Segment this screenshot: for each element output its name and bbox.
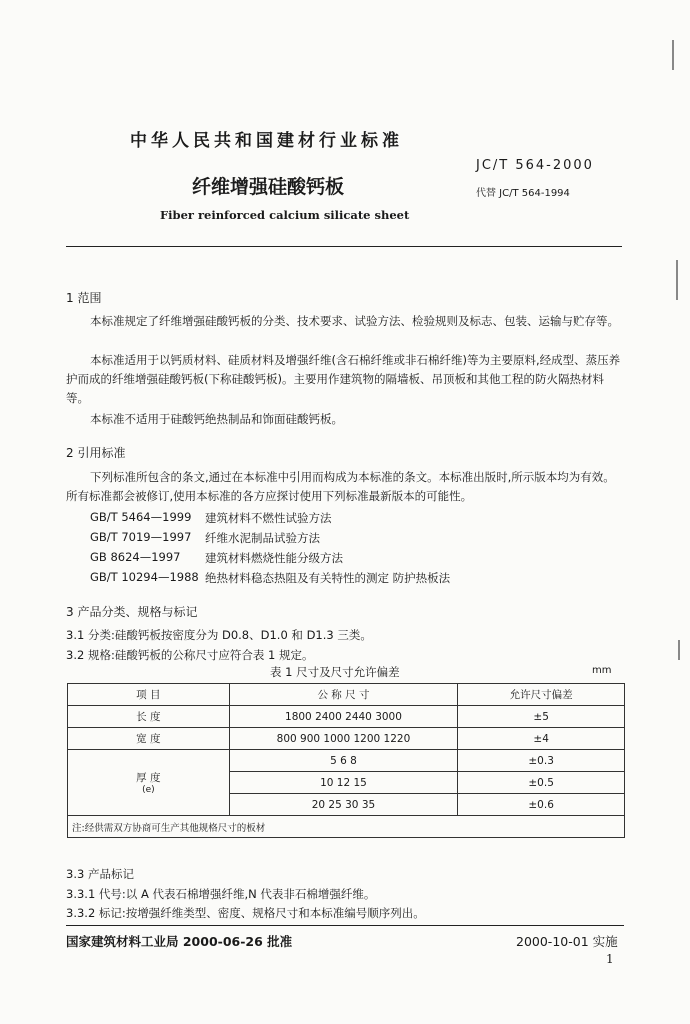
reference-code: GB/T 5464—1999 (90, 510, 192, 524)
table-row (68, 728, 625, 750)
table-note-row (68, 816, 625, 838)
effective-date: 2000-10-01 实施 (516, 934, 618, 949)
table-header-row (68, 684, 625, 706)
table-cell-values: 5 6 8 (229, 750, 458, 772)
section-1-paragraph-3: 本标准不适用于硅酸钙绝热制品和饰面硅酸钙板。 (90, 412, 343, 426)
table-row (68, 706, 625, 728)
document-title: 纤维增强硅酸钙板 (192, 176, 345, 198)
thickness-label: 厚 度 (136, 772, 161, 784)
table-cell-tolerance: ±4 (458, 728, 625, 750)
table-header-cell: 公 称 尺 寸 (229, 684, 458, 706)
section-2-heading: 2 引用标准 (66, 446, 126, 460)
table-cell-tolerance: ±0.5 (458, 772, 625, 794)
table-header-cell: 项 目 (68, 684, 230, 706)
footer-divider (66, 925, 624, 926)
page-number: 1 (606, 952, 614, 966)
table-cell-values: 10 12 15 (229, 772, 458, 794)
section-3-heading: 3 产品分类、规格与标记 (66, 605, 198, 619)
section-1-paragraph-2: 本标准适用于以钙质材料、硅质材料及增强纤维(含石棉纤维或非石棉纤维)等为主要原料,经成型、蒸压养护而成的纤维增强硅酸钙板(下称硅酸钙板)。主要用作建筑物的隔墙板、吊顶板和其他工程的防火隔热材料等。 (66, 353, 621, 405)
clause-3-3-2: 3.3.2 标记:按增强纤维类型、密度、规格尺寸和本标准编号顺序列出。 (66, 906, 425, 920)
approval-line: 国家建筑材料工业局 2000-06-26 批准 (66, 934, 293, 949)
table-header-cell: 允许尺寸偏差 (458, 684, 625, 706)
table-cell-tolerance: ±0.6 (458, 794, 625, 816)
table-cell-values: 1800 2400 2440 3000 (229, 706, 458, 728)
table-note: 注:经供需双方协商可生产其他规格尺寸的板材 (68, 816, 625, 838)
table-unit: mm (592, 665, 612, 676)
section-2-paragraph-1: 下列标准所包含的条文,通过在本标准中引用而构成为本标准的条文。本标准出版时,所示版本均为有效。所有标准都会被修订,使用本标准的各方应探讨使用下列标准最新版本的可能性。 (66, 470, 615, 503)
table-row (68, 750, 625, 772)
header-divider (66, 246, 622, 247)
table-caption: 表 1 尺寸及尺寸允许偏差 (270, 665, 400, 679)
org-title: 中华人民共和国建材行业标准 (130, 131, 403, 151)
clause-3-3-1: 3.3.1 代号:以 A 代表石棉增强纤维,N 代表非石棉增强纤维。 (66, 887, 376, 901)
reference-title: 建筑材料不燃性试验方法 (205, 511, 332, 525)
table-cell-tolerance: ±5 (458, 706, 625, 728)
section-1-paragraph-1: 本标准规定了纤维增强硅酸钙板的分类、技术要求、试验方法、检验规则及标志、包装、运输与贮存等。 (90, 314, 619, 328)
clause-3-1: 3.1 分类:硅酸钙板按密度分为 D0.8、D1.0 和 D1.3 三类。 (66, 628, 372, 642)
scan-edge-mark (678, 640, 680, 660)
scan-edge-mark (676, 260, 678, 300)
section-1-heading: 1 范围 (66, 291, 102, 305)
replaces-standard: 代替 JC/T 564-1994 (476, 188, 570, 199)
clause-3-2: 3.2 规格:硅酸钙板的公称尺寸应符合表 1 规定。 (66, 648, 314, 662)
reference-title: 绝热材料稳态热阻及有关特性的测定 防护热板法 (205, 571, 451, 585)
reference-code: GB 8624—1997 (90, 550, 181, 564)
reference-title: 纤维水泥制品试验方法 (205, 531, 320, 545)
thickness-symbol: (e) (142, 785, 155, 795)
scan-edge-mark (672, 40, 674, 70)
table-cell-label (68, 750, 230, 816)
table-cell-values: 800 900 1000 1200 1220 (229, 728, 458, 750)
table-cell-label: 宽 度 (68, 728, 230, 750)
document-title-english: Fiber reinforced calcium silicate sheet (160, 208, 410, 222)
table-cell-values: 20 25 30 35 (229, 794, 458, 816)
standard-number: JC/T 564-2000 (476, 158, 594, 173)
reference-code: GB/T 7019—1997 (90, 530, 192, 544)
reference-title: 建筑材料燃烧性能分级方法 (205, 551, 343, 565)
clause-3-3: 3.3 产品标记 (66, 867, 134, 881)
reference-code: GB/T 10294—1988 (90, 570, 199, 584)
dimension-table (67, 683, 625, 838)
table-cell-tolerance: ±0.3 (458, 750, 625, 772)
table-cell-label: 长 度 (68, 706, 230, 728)
